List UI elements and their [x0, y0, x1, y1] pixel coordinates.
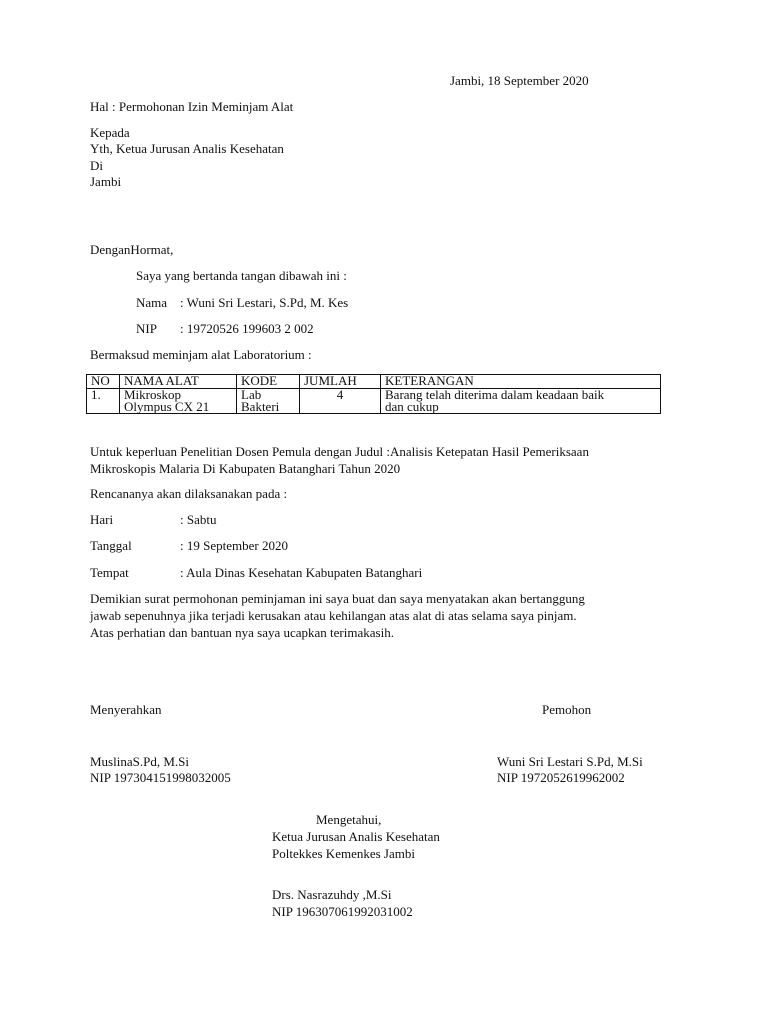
cell-jumlah: 4: [300, 389, 381, 414]
closing-paragraph: [90, 590, 680, 641]
purpose-line: Bermaksud meminjam alat Laboratorium :: [90, 347, 312, 362]
schedule-place-label: Tempat: [90, 565, 129, 580]
recipient-line: Yth, Ketua Jurusan Analis Kesehatan: [90, 141, 284, 156]
cell-line: Barang telah diterima dalam keadaan baik: [385, 387, 605, 402]
cell-nama-alat: [120, 389, 237, 414]
recipient-line: Di: [90, 158, 103, 173]
acknowledgement-name: Drs. Nasrazuhdy ,M.Si: [272, 887, 392, 902]
schedule-place-value: : Aula Dinas Kesehatan Kabupaten Batanghari: [180, 565, 423, 580]
paragraph-line: Untuk keperluan Penelitian Dosen Pemula dengan Judul :Analisis Ketepatan Hasil Pemeriksaan: [90, 444, 589, 459]
subject-line: Hal : Permohonan Izin Meminjam Alat: [90, 99, 294, 114]
left-signer-name: MuslinaS.Pd, M.Si: [90, 754, 189, 769]
salutation: DenganHormat,: [90, 242, 174, 257]
right-signature-title: Pemohon: [542, 702, 592, 717]
cell-line: Bakteri: [241, 399, 280, 414]
nip-value: : 19720526 199603 2 002: [180, 321, 314, 336]
paragraph-line: jawab sepenuhnya jika terjadi kerusakan atau kehilangan atas alat di atas selama saya pinjam.: [90, 608, 577, 623]
date-line: Jambi, 18 September 2020: [450, 73, 589, 88]
acknowledgement-title: Mengetahui,: [316, 812, 382, 827]
nip-label: NIP: [136, 321, 157, 336]
column-header-kode: KODE: [237, 375, 300, 389]
schedule-day-value: : Sabtu: [180, 512, 217, 527]
name-value: : Wuni Sri Lestari, S.Pd, M. Kes: [180, 295, 349, 310]
acknowledgement-nip: NIP 196307061992031002: [272, 904, 413, 919]
schedule-intro: Rencananya akan dilaksanakan pada :: [90, 486, 288, 501]
cell-line: Mikroskop: [124, 387, 182, 402]
column-header-no: NO: [87, 375, 120, 389]
column-header-jumlah: JUMLAH: [300, 375, 381, 389]
left-signature-title: Menyerahkan: [90, 702, 162, 717]
column-header-keterangan: KETERANGAN: [381, 375, 661, 389]
paragraph-line: Demikian surat permohonan peminjaman ini saya buat dan saya menyatakan akan bertanggung: [90, 591, 585, 606]
left-signer-nip: NIP 197304151998032005: [90, 770, 231, 785]
name-label: Nama: [136, 295, 168, 310]
schedule-date-label: Tanggal: [90, 538, 132, 553]
schedule-date-value: : 19 September 2020: [180, 538, 288, 553]
right-signer-name: Wuni Sri Lestari S.Pd, M.Si: [497, 754, 643, 769]
intro-line: Saya yang bertanda tangan dibawah ini :: [136, 268, 347, 283]
column-header-nama-alat: NAMA ALAT: [120, 375, 237, 389]
acknowledgement-institution: Poltekkes Kemenkes Jambi: [272, 846, 415, 861]
cell-line: Olympus CX 21: [124, 399, 210, 414]
recipient-line: Kepada: [90, 125, 130, 140]
cell-keterangan: [381, 389, 661, 414]
schedule-day-label: Hari: [90, 512, 114, 527]
right-signer-nip: NIP 1972052619962002: [497, 770, 625, 785]
paragraph-line: Mikroskopis Malaria Di Kabupaten Batanghari Tahun 2020: [90, 461, 401, 476]
cell-no: 1.: [87, 389, 120, 414]
cell-line: Lab: [241, 387, 262, 402]
cell-line: dan cukup: [385, 399, 439, 414]
paragraph-line: Atas perhatian dan bantuan nya saya ucapkan terimakasih.: [90, 625, 394, 640]
research-paragraph: [90, 443, 680, 477]
cell-kode: [237, 389, 300, 414]
recipient-line: Jambi: [90, 174, 122, 189]
equipment-table: [86, 374, 661, 414]
acknowledgement-position: Ketua Jurusan Analis Kesehatan: [272, 829, 440, 844]
table-row: [87, 389, 661, 414]
